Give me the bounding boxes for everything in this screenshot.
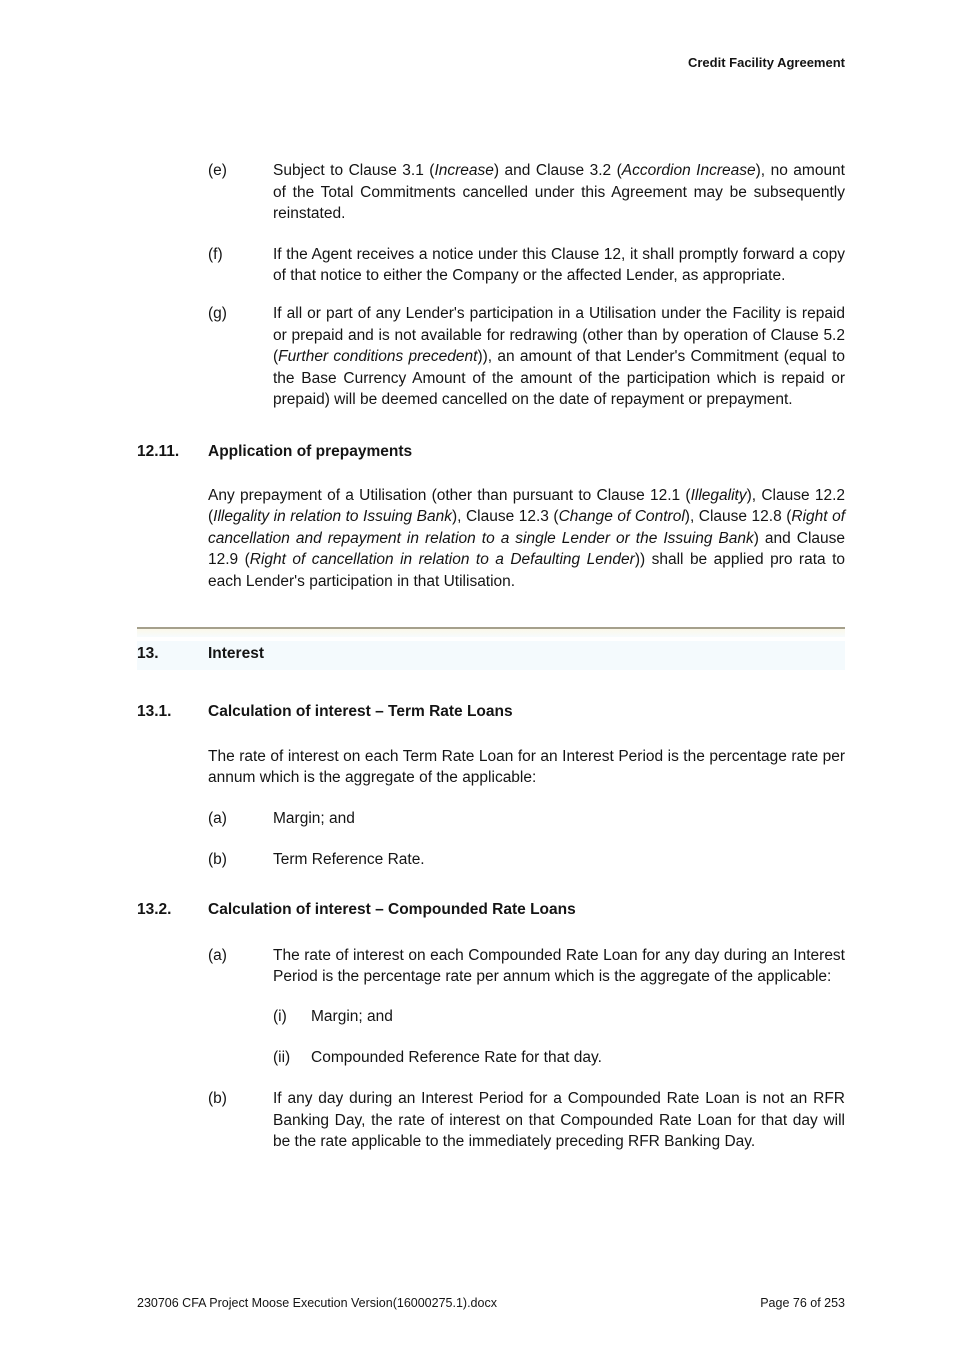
section-title: Application of prepayments	[208, 442, 413, 460]
text-run: ) and Clause 12.9 (	[208, 529, 846, 569]
italic-run: Right of cancellation and repayment in relation to a single Lender or the Issuing Bank	[208, 508, 845, 547]
paragraph-13-1-a: Margin; and	[273, 809, 355, 827]
list-marker: (g)	[208, 304, 227, 322]
paragraph-13-2-a-i: Margin; and	[311, 1007, 393, 1025]
italic-run: Illegality	[690, 486, 747, 504]
text-run: ), Clause 12.2 (	[208, 486, 846, 526]
paragraph-13-1-intro: The rate of interest on each Term Rate Loan for an Interest Period is the percentage rate per annum which is the aggregate of the applicable:	[208, 747, 845, 787]
document-content	[137, 160, 845, 1153]
section-title: Calculation of interest – Term Rate Loans	[208, 703, 513, 721]
list-marker: (a)	[208, 946, 227, 964]
italic-run: Right of cancellation in relation to a Defaulting Lender	[249, 551, 635, 569]
section-heading-13	[137, 641, 845, 671]
list-marker: (e)	[208, 162, 227, 179]
text-run: If all or part of any Lender's participation in a Utilisation under the Facility is repaid or prepaid and is not available for redrawing (other than by operation of Clause 5.2 (	[273, 304, 845, 366]
list-marker: (a)	[208, 809, 227, 827]
list-item-13-2-a-ii	[273, 1047, 845, 1069]
paragraph-13-1-b: Term Reference Rate.	[273, 851, 425, 869]
paragraph-f	[273, 244, 845, 287]
paragraph-e	[273, 160, 845, 225]
list-marker: (b)	[208, 851, 227, 869]
footer-page-number: Page 76 of 253	[760, 1296, 845, 1310]
list-item-13-2-b	[208, 1088, 845, 1153]
section-12-11-body	[208, 485, 845, 593]
section-divider-rule	[137, 627, 845, 637]
list-marker: (i)	[273, 1007, 287, 1025]
list-marker: (b)	[208, 1090, 227, 1108]
section-number: 13.	[137, 644, 159, 662]
italic-run: Illegality in relation to Issuing Bank	[213, 508, 452, 526]
section-title: Calculation of interest – Compounded Rate Loans	[208, 901, 576, 919]
list-item-f	[208, 244, 845, 287]
list-marker: (f)	[208, 245, 223, 263]
text-run: )), an amount of that Lender's Commitment (equal to the Base Currency Amount of the amount of the participation which is repaid or prepaid) will be deemed cancelled on the date of repayment or prepayment.	[273, 348, 846, 409]
page-footer	[137, 1296, 845, 1310]
section-heading-12-11	[137, 441, 845, 463]
list-item-g	[208, 303, 845, 411]
list-item-e	[208, 160, 845, 225]
list-marker: (ii)	[273, 1049, 291, 1067]
italic-run: Accordion Increase	[621, 162, 756, 179]
section-13-1-body	[208, 746, 845, 789]
section-number: 12.11.	[137, 442, 180, 460]
italic-run: Increase	[434, 162, 494, 179]
text-run: ), no amount of the Total Commitments cancelled under this Agreement may be subsequently reinstated.	[273, 162, 845, 223]
section-number: 13.1.	[137, 703, 172, 721]
footer-filename: 230706 CFA Project Moose Execution Version(16000275.1).docx	[137, 1296, 497, 1310]
text-run: If the Agent receives a notice under this Clause 12, it shall promptly forward a copy of that notice to either the Company or the affected Lender, as appropriate.	[273, 245, 845, 285]
text-run: ), Clause 12.8 (	[684, 508, 792, 526]
list-item-13-1-a	[208, 808, 845, 830]
header-title: Credit Facility Agreement	[687, 55, 845, 70]
section-heading-13-2	[137, 899, 845, 921]
paragraph-g	[273, 303, 845, 411]
section-title: Interest	[208, 644, 264, 662]
text-run: ) and Clause 3.2 (	[493, 162, 622, 179]
section-heading-13-1	[137, 701, 845, 723]
page-header	[137, 55, 845, 70]
italic-run: Change of Control	[558, 508, 685, 526]
text-run: ), Clause 12.3 (	[452, 508, 559, 526]
text-run: Subject to Clause 3.1 (	[273, 162, 435, 179]
text-run: )) shall be applied pro rata to each Lender's participation in that Utilisation.	[208, 551, 845, 590]
list-item-13-2-a-i	[273, 1006, 845, 1028]
paragraph-13-2-a-ii: Compounded Reference Rate for that day.	[311, 1049, 602, 1067]
list-item-13-2-a	[208, 945, 845, 988]
italic-run: Further conditions precedent	[278, 348, 478, 366]
paragraph-13-2-a: The rate of interest on each Compounded Rate Loan for any day during an Interest Period is the percentage rate per annum which is the aggregate of the applicable:	[273, 946, 845, 986]
paragraph-13-2-b: If any day during an Interest Period for a Compounded Rate Loan is not an RFR Banking Day, the rate of interest on that Compounded Rate Loan for that day will be the rate applicable to the immediately preceding RFR Banking Day.	[273, 1090, 845, 1151]
text-run: Any prepayment of a Utilisation (other than pursuant to Clause 12.1 (	[208, 486, 691, 504]
list-item-13-1-b	[208, 849, 845, 871]
paragraph-12-11	[208, 485, 845, 593]
section-number: 13.2.	[137, 901, 172, 919]
